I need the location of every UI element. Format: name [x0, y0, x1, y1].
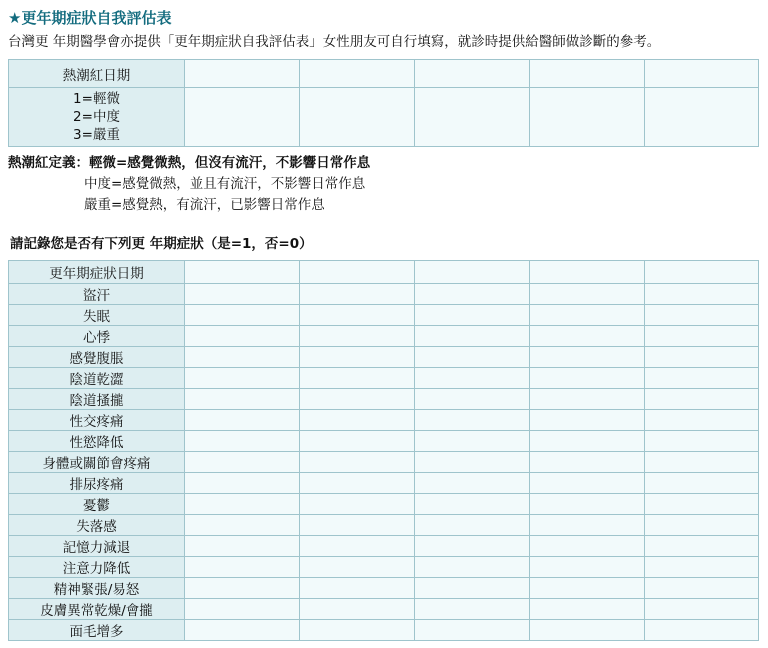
symptom-value-cell[interactable]	[415, 368, 530, 389]
symptom-value-cell[interactable]	[415, 284, 530, 305]
symptom-value-cell[interactable]	[415, 389, 530, 410]
symptom-value-cell[interactable]	[185, 305, 300, 326]
symptom-value-cell[interactable]	[415, 410, 530, 431]
definition-line-severe: 嚴重=感覺熱，有流汗，已影響日常作息	[84, 197, 325, 213]
symptom-header-cell[interactable]	[300, 261, 415, 284]
symptom-value-cell[interactable]	[530, 452, 645, 473]
symptom-value-cell[interactable]	[185, 620, 300, 641]
symptom-value-cell[interactable]	[300, 305, 415, 326]
symptom-value-cell[interactable]	[645, 326, 759, 347]
symptom-header-cell[interactable]	[530, 261, 645, 284]
symptom-value-cell[interactable]	[645, 557, 759, 578]
symptom-value-cell[interactable]	[645, 515, 759, 536]
symptom-value-cell[interactable]	[415, 515, 530, 536]
hotflash-value-cell[interactable]	[415, 88, 530, 147]
symptom-value-cell[interactable]	[645, 284, 759, 305]
symptom-value-cell[interactable]	[300, 620, 415, 641]
symptom-header-cell[interactable]	[415, 261, 530, 284]
symptom-value-cell[interactable]	[185, 494, 300, 515]
symptom-label: 記憶力減退	[9, 536, 185, 557]
hotflash-value-cell[interactable]	[530, 88, 645, 147]
table-row	[9, 599, 759, 620]
symptom-header-cell[interactable]	[645, 261, 759, 284]
definition-line-mild: 熱潮紅定義：輕微=感覺微熱，但沒有流汗，不影響日常作息	[8, 155, 371, 171]
hotflash-level-1: 1=輕微	[73, 91, 120, 107]
hotflash-value-cell[interactable]	[185, 88, 300, 147]
symptom-value-cell[interactable]	[300, 284, 415, 305]
symptom-value-cell[interactable]	[185, 599, 300, 620]
symptom-label: 排尿疼痛	[9, 473, 185, 494]
symptom-value-cell[interactable]	[645, 410, 759, 431]
symptom-label: 性慾降低	[9, 431, 185, 452]
symptom-label: 注意力降低	[9, 557, 185, 578]
symptom-value-cell[interactable]	[530, 494, 645, 515]
symptom-value-cell[interactable]	[415, 326, 530, 347]
symptom-value-cell[interactable]	[300, 515, 415, 536]
symptom-label: 面毛增多	[9, 620, 185, 641]
symptom-value-cell[interactable]	[185, 452, 300, 473]
hotflash-header-cell[interactable]	[645, 60, 759, 88]
hotflash-header-cell[interactable]	[300, 60, 415, 88]
symptom-value-cell[interactable]	[300, 389, 415, 410]
symptom-value-cell[interactable]	[530, 347, 645, 368]
symptom-value-cell[interactable]	[300, 557, 415, 578]
symptom-value-cell[interactable]	[645, 368, 759, 389]
symptom-value-cell[interactable]	[530, 431, 645, 452]
symptom-value-cell[interactable]	[415, 431, 530, 452]
symptom-value-cell[interactable]	[185, 389, 300, 410]
hotflash-value-cell[interactable]	[645, 88, 759, 147]
symptom-value-cell[interactable]	[645, 494, 759, 515]
symptom-value-cell[interactable]	[300, 599, 415, 620]
page-title: ★更年期症狀自我評估表	[8, 9, 172, 27]
symptom-value-cell[interactable]	[300, 452, 415, 473]
symptom-value-cell[interactable]	[645, 599, 759, 620]
symptom-value-cell[interactable]	[530, 326, 645, 347]
symptom-label: 失落感	[9, 515, 185, 536]
symptom-value-cell[interactable]	[185, 326, 300, 347]
symptom-header-label: 更年期症狀日期	[9, 261, 185, 284]
table-row	[9, 60, 759, 88]
hotflash-level-2: 2=中度	[73, 109, 120, 125]
symptom-value-cell[interactable]	[530, 557, 645, 578]
symptom-label: 心悸	[9, 326, 185, 347]
symptom-header-cell[interactable]	[185, 261, 300, 284]
symptom-value-cell[interactable]	[645, 536, 759, 557]
symptom-label: 精神緊張/易怒	[9, 578, 185, 599]
definition-line-moderate: 中度=感覺微熱，並且有流汗，不影響日常作息	[84, 176, 366, 192]
symptom-value-cell[interactable]	[300, 578, 415, 599]
hotflash-header-cell[interactable]	[415, 60, 530, 88]
symptom-label: 皮膚異常乾燥/會攏	[9, 599, 185, 620]
table-row	[9, 473, 759, 494]
symptom-value-cell[interactable]	[530, 473, 645, 494]
table-row	[9, 284, 759, 305]
symptom-value-cell[interactable]	[300, 326, 415, 347]
symptom-label: 陰道乾澀	[9, 368, 185, 389]
symptom-value-cell[interactable]	[185, 368, 300, 389]
symptom-value-cell[interactable]	[530, 410, 645, 431]
symptom-value-cell[interactable]	[185, 431, 300, 452]
symptom-value-cell[interactable]	[185, 473, 300, 494]
hotflash-levels-label	[9, 88, 185, 147]
symptom-value-cell[interactable]	[645, 431, 759, 452]
table-row	[9, 347, 759, 368]
symptom-value-cell[interactable]	[300, 410, 415, 431]
symptom-value-cell[interactable]	[415, 578, 530, 599]
symptom-value-cell[interactable]	[415, 473, 530, 494]
symptom-value-cell[interactable]	[415, 452, 530, 473]
table-row	[9, 326, 759, 347]
table-row	[9, 536, 759, 557]
hotflash-table	[8, 59, 759, 147]
symptom-value-cell[interactable]	[645, 305, 759, 326]
symptom-value-cell[interactable]	[300, 431, 415, 452]
symptom-value-cell[interactable]	[300, 494, 415, 515]
symptom-value-cell[interactable]	[415, 536, 530, 557]
symptom-value-cell[interactable]	[530, 620, 645, 641]
symptom-value-cell[interactable]	[185, 557, 300, 578]
symptom-label: 失眠	[9, 305, 185, 326]
table-row	[9, 305, 759, 326]
definitions-block	[8, 153, 758, 216]
table-row	[9, 494, 759, 515]
symptom-value-cell[interactable]	[185, 284, 300, 305]
symptom-value-cell[interactable]	[185, 347, 300, 368]
table-row	[9, 515, 759, 536]
symptom-value-cell[interactable]	[185, 515, 300, 536]
symptom-value-cell[interactable]	[530, 515, 645, 536]
symptom-value-cell[interactable]	[415, 557, 530, 578]
symptom-value-cell[interactable]	[415, 494, 530, 515]
table-row	[9, 578, 759, 599]
symptom-value-cell[interactable]	[645, 620, 759, 641]
symptom-value-cell[interactable]	[185, 536, 300, 557]
table-row	[9, 620, 759, 641]
intro-paragraph: 台灣更 年期醫學會亦提供「更年期症狀自我評估表」女性朋友可自行填寫，就診時提供給醫師做診斷的參考。	[8, 34, 661, 50]
symptom-value-cell[interactable]	[530, 368, 645, 389]
symptom-value-cell[interactable]	[185, 578, 300, 599]
symptom-value-cell[interactable]	[300, 368, 415, 389]
symptom-value-cell[interactable]	[415, 347, 530, 368]
symptom-value-cell[interactable]	[645, 578, 759, 599]
symptom-value-cell[interactable]	[415, 620, 530, 641]
hotflash-header-cell[interactable]	[530, 60, 645, 88]
symptom-value-cell[interactable]	[645, 389, 759, 410]
symptom-label: 性交疼痛	[9, 410, 185, 431]
table-row	[9, 389, 759, 410]
symptom-value-cell[interactable]	[300, 536, 415, 557]
symptom-value-cell[interactable]	[645, 473, 759, 494]
symptom-value-cell[interactable]	[645, 452, 759, 473]
symptom-value-cell[interactable]	[415, 305, 530, 326]
symptom-value-cell[interactable]	[185, 410, 300, 431]
symptom-prompt: 請記錄您是否有下列更 年期症狀（是=1，否=0）	[10, 236, 313, 252]
symptom-value-cell[interactable]	[300, 347, 415, 368]
hotflash-level-3: 3=嚴重	[73, 127, 120, 143]
table-row	[9, 557, 759, 578]
symptom-value-cell[interactable]	[645, 347, 759, 368]
symptom-label: 盜汗	[9, 284, 185, 305]
table-row	[9, 368, 759, 389]
symptom-value-cell[interactable]	[530, 599, 645, 620]
hotflash-value-cell[interactable]	[300, 88, 415, 147]
symptom-value-cell[interactable]	[530, 284, 645, 305]
table-row	[9, 431, 759, 452]
table-row	[9, 261, 759, 284]
symptom-value-cell[interactable]	[530, 389, 645, 410]
symptom-value-cell[interactable]	[530, 305, 645, 326]
table-row	[9, 88, 759, 147]
symptom-label: 身體或關節會疼痛	[9, 452, 185, 473]
symptom-table	[8, 260, 759, 641]
symptom-value-cell[interactable]	[530, 536, 645, 557]
symptom-value-cell[interactable]	[300, 473, 415, 494]
table-row	[9, 410, 759, 431]
symptom-value-cell[interactable]	[415, 599, 530, 620]
table-row	[9, 452, 759, 473]
symptom-label: 陰道搔攏	[9, 389, 185, 410]
symptom-label: 憂鬱	[9, 494, 185, 515]
hotflash-header-cell[interactable]	[185, 60, 300, 88]
symptom-label: 感覺腹脹	[9, 347, 185, 368]
symptom-value-cell[interactable]	[530, 578, 645, 599]
hotflash-header-label: 熱潮紅日期	[9, 60, 185, 88]
